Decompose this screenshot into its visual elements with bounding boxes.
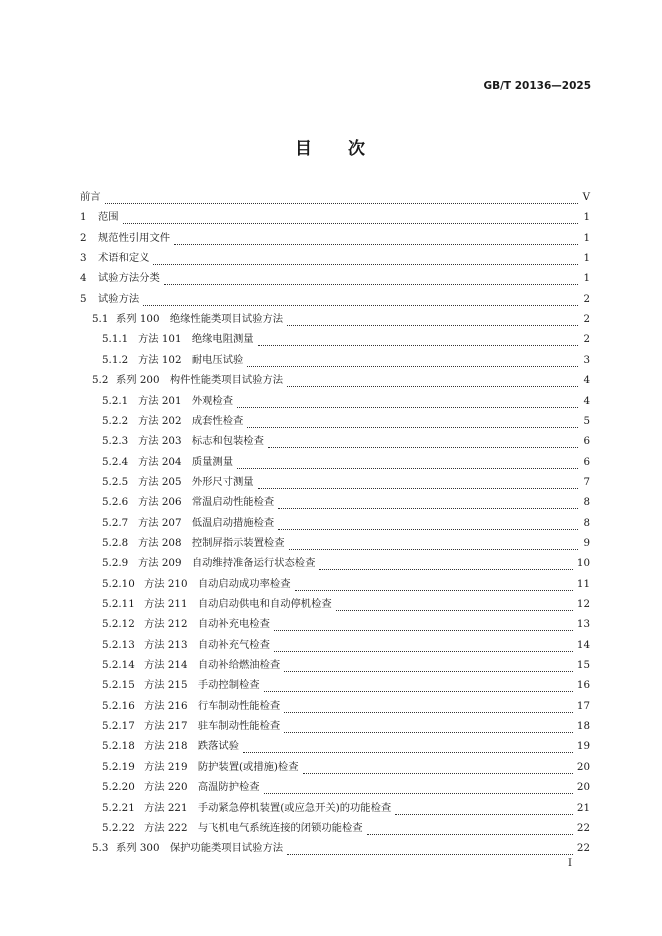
toc-entry-label: 试验方法分类	[98, 272, 160, 285]
toc-leader-dots	[123, 214, 578, 224]
toc-entry[interactable]	[102, 414, 590, 428]
toc-entry-label: 系列 300 保护功能类项目试验方法	[116, 842, 284, 855]
toc-entry-label: 方法 212 自动补充电检查	[144, 618, 270, 631]
toc-entry-number: 5.1	[92, 313, 109, 326]
toc-entry-label: 方法 209 自动维持准备运行状态检查	[138, 557, 316, 570]
toc-entry[interactable]	[102, 658, 590, 672]
toc-entry-number: 5.2	[92, 374, 109, 387]
toc-entry-number: 5.2.5	[102, 475, 129, 488]
toc-entry-label: 方法 221 手动紧急停机装置(或应急开关)的功能检查	[144, 801, 392, 814]
toc-entry[interactable]	[102, 821, 590, 835]
toc-entry[interactable]	[92, 373, 590, 387]
toc-entry-page: 16	[576, 679, 590, 692]
toc-entry[interactable]	[80, 271, 590, 285]
toc-entry-page: 18	[576, 720, 590, 733]
toc-entry[interactable]	[102, 332, 590, 346]
toc-entry-page: 13	[576, 618, 590, 631]
toc-entry-page: 1	[583, 211, 590, 224]
toc-leader-dots	[268, 438, 578, 448]
toc-entry-page: 6	[583, 455, 590, 468]
title-char-1: 目	[295, 139, 314, 159]
toc-entry-page: 15	[576, 659, 590, 672]
toc-leader-dots	[264, 784, 573, 794]
toc-entry[interactable]	[102, 719, 590, 733]
toc-entry-label: 方法 218 跌落试验	[144, 740, 240, 753]
toc-entry[interactable]	[80, 292, 590, 306]
toc-entry[interactable]	[102, 516, 590, 530]
toc-entry-label: 方法 204 质量测量	[138, 455, 234, 468]
toc-entry-label: 范围	[98, 211, 119, 224]
toc-entry-page: 20	[576, 760, 590, 773]
toc-entry-label: 方法 203 标志和包装检查	[138, 435, 264, 448]
toc-entry[interactable]	[92, 841, 590, 855]
toc-leader-dots	[278, 520, 578, 530]
toc-leader-dots	[237, 398, 578, 408]
toc-entry-page: 6	[583, 435, 590, 448]
toc-entry[interactable]	[102, 699, 590, 713]
toc-entry-label: 方法 216 行车制动性能检查	[144, 699, 281, 712]
toc-entry-page: 22	[576, 821, 590, 834]
toc-leader-dots	[247, 357, 578, 367]
toc-leader-dots	[287, 377, 578, 387]
toc-entry-number: 5	[80, 292, 87, 305]
toc-leader-dots	[153, 255, 578, 265]
toc-entry-label: 系列 200 构件性能类项目试验方法	[116, 374, 284, 387]
toc-leader-dots	[303, 764, 573, 774]
toc-entry-number: 5.2.11	[102, 598, 135, 610]
toc-entry-number: 5.2.22	[102, 821, 135, 834]
toc-entry-page: 14	[576, 638, 590, 651]
toc-entry-number: 5.2.21	[102, 801, 135, 814]
toc-entry-number: 5.2.18	[102, 740, 135, 753]
toc-leader-dots	[367, 825, 573, 835]
toc-entry-label: 方法 214 自动补给燃油检查	[144, 659, 281, 672]
toc-leader-dots	[274, 621, 573, 631]
toc-entry-page: 7	[583, 475, 590, 488]
toc-entry-label: 术语和定义	[98, 252, 150, 265]
toc-entry[interactable]	[102, 455, 590, 469]
toc-entry-number: 5.2.20	[102, 781, 135, 794]
toc-leader-dots	[287, 316, 578, 326]
toc-entry-page: 17	[576, 699, 590, 712]
toc-entry-page: 20	[576, 781, 590, 794]
toc-entry-page: 22	[576, 842, 590, 855]
toc-entry[interactable]	[102, 638, 590, 652]
toc-leader-dots	[287, 845, 573, 855]
toc-leader-dots	[336, 601, 573, 611]
toc-leader-dots	[278, 499, 578, 509]
toc-entry[interactable]	[102, 394, 590, 408]
page-title	[0, 134, 662, 159]
toc-entry-label: 方法 217 驻车制动性能检查	[144, 720, 281, 733]
toc-entry-label: 方法 215 手动控制检查	[144, 679, 260, 692]
toc-entry-label: 前言	[80, 191, 101, 203]
toc-entry-page: V	[582, 191, 590, 203]
toc-entry-number: 5.2.13	[102, 638, 135, 651]
toc-entry-label: 方法 219 防护装置(或措施)检查	[144, 760, 299, 773]
toc-entry[interactable]	[80, 210, 590, 224]
toc-entry-number: 5.2.2	[102, 414, 129, 427]
toc-leader-dots	[258, 479, 578, 489]
toc-leader-dots	[243, 743, 573, 753]
toc-leader-dots	[258, 336, 578, 346]
toc-entry-page: 12	[576, 598, 590, 610]
toc-leader-dots	[143, 296, 578, 306]
toc-entry-label: 方法 208 控制屏指示装置检查	[138, 536, 285, 549]
toc-entry-number: 1	[80, 211, 87, 224]
toc-entry[interactable]	[102, 556, 590, 570]
toc-leader-dots	[274, 642, 573, 652]
toc-entry-page: 10	[576, 557, 590, 570]
toc-leader-dots	[174, 235, 578, 245]
toc-leader-dots	[237, 459, 578, 469]
toc-entry[interactable]	[80, 231, 590, 245]
toc-leader-dots	[284, 662, 573, 672]
toc-entry-label: 方法 210 自动启动成功率检查	[144, 577, 291, 590]
toc-entry-number: 5.1.1	[102, 333, 129, 346]
toc-entry-label: 方法 205 外形尺寸测量	[138, 475, 254, 488]
toc-entry-page: 11	[576, 577, 590, 590]
toc-entry-label: 试验方法	[98, 292, 140, 305]
toc-entry-page: 21	[576, 801, 590, 814]
toc-entry-page: 2	[583, 292, 590, 305]
toc-entry-number: 5.2.16	[102, 699, 135, 712]
toc-entry-number: 5.1.2	[102, 353, 129, 366]
page-number: I	[568, 858, 572, 869]
toc-entry-label: 方法 206 常温启动性能检查	[138, 496, 275, 509]
toc-entry-label: 方法 102 耐电压试验	[138, 353, 244, 366]
standard-code: GB/T 20136—2025	[483, 80, 591, 92]
toc-entry-number: 5.2.8	[102, 536, 129, 549]
toc-entry[interactable]	[102, 434, 590, 448]
toc-entry-number: 4	[80, 272, 87, 285]
toc-entry-label: 系列 100 绝缘性能类项目试验方法	[116, 313, 284, 326]
toc-entry-label: 方法 207 低温启动措施检查	[138, 516, 275, 529]
toc-entry-page: 9	[583, 536, 590, 549]
toc-entry[interactable]	[102, 495, 590, 509]
toc-leader-dots	[289, 540, 579, 550]
toc-entry[interactable]	[102, 739, 590, 753]
toc-entry-number: 2	[80, 231, 87, 244]
toc-entry-number: 5.2.4	[102, 455, 129, 468]
toc-entry-number: 3	[80, 252, 87, 265]
title-char-2: 次	[348, 139, 367, 159]
toc-entry-page: 1	[583, 272, 590, 285]
toc-entry[interactable]	[80, 190, 590, 204]
toc-entry[interactable]	[102, 475, 590, 489]
toc-entry-page: 2	[583, 333, 590, 346]
toc-entry-label: 方法 202 成套性检查	[138, 414, 244, 427]
toc-entry[interactable]	[102, 577, 590, 591]
toc-entry[interactable]	[102, 760, 590, 774]
toc-leader-dots	[105, 194, 578, 204]
toc-leader-dots	[295, 581, 573, 591]
toc-entry-page: 8	[583, 496, 590, 509]
toc-entry-page: 8	[583, 516, 590, 529]
toc-entry-number: 5.2.9	[102, 557, 129, 570]
toc-entry-page: 1	[583, 231, 590, 244]
toc-entry-number: 5.2.10	[102, 577, 135, 590]
toc-entry-label: 方法 101 绝缘电阻测量	[138, 333, 254, 346]
toc-entry[interactable]	[102, 678, 590, 692]
toc-entry[interactable]	[102, 780, 590, 794]
toc-entry-label: 规范性引用文件	[98, 231, 171, 244]
toc-entry-page: 3	[583, 353, 590, 366]
toc-entry-number: 5.2.7	[102, 516, 129, 529]
toc-entry-number: 5.2.17	[102, 720, 135, 733]
toc-entry[interactable]	[102, 353, 590, 367]
toc-leader-dots	[164, 275, 578, 285]
toc-entry-number: 5.2.15	[102, 679, 135, 692]
toc-leader-dots	[264, 682, 573, 692]
toc-entry[interactable]	[102, 536, 590, 550]
toc-leader-dots	[319, 560, 573, 570]
toc-entry-number: 5.2.1	[102, 394, 129, 407]
toc-entry-page: 19	[576, 740, 590, 753]
toc-entry-number: 5.2.3	[102, 435, 129, 448]
toc-leader-dots	[284, 703, 573, 713]
toc-entry-number: 5.3	[92, 842, 109, 855]
toc-entry-page: 2	[583, 313, 590, 326]
toc-entry-number: 5.2.14	[102, 659, 135, 672]
toc-entry[interactable]	[92, 312, 590, 326]
toc-entry-label: 方法 220 高温防护检查	[144, 781, 260, 794]
toc-entry-page: 4	[583, 374, 590, 387]
toc-entry-number: 5.2.19	[102, 760, 135, 773]
toc-entry-page: 5	[583, 414, 590, 427]
toc-entry-page: 1	[583, 252, 590, 265]
toc-entry-label: 方法 213 自动补充气检查	[144, 638, 270, 651]
toc-leader-dots	[247, 418, 578, 428]
toc-entry-number: 5.2.12	[102, 618, 135, 631]
toc-entry-page: 4	[583, 394, 590, 407]
toc-entry-label: 方法 201 外观检查	[138, 394, 234, 407]
toc-entry[interactable]	[102, 617, 590, 631]
toc-leader-dots	[284, 723, 573, 733]
toc-entry[interactable]	[80, 251, 590, 265]
toc-entry-label: 方法 211 自动启动供电和自动停机检查	[144, 598, 332, 610]
toc-entry-label: 方法 222 与飞机电气系统连接的闭锁功能检查	[144, 821, 363, 834]
toc-entry-number: 5.2.6	[102, 496, 129, 509]
toc-entry[interactable]	[102, 801, 590, 815]
toc-leader-dots	[395, 805, 573, 815]
toc-entry[interactable]	[102, 597, 590, 611]
